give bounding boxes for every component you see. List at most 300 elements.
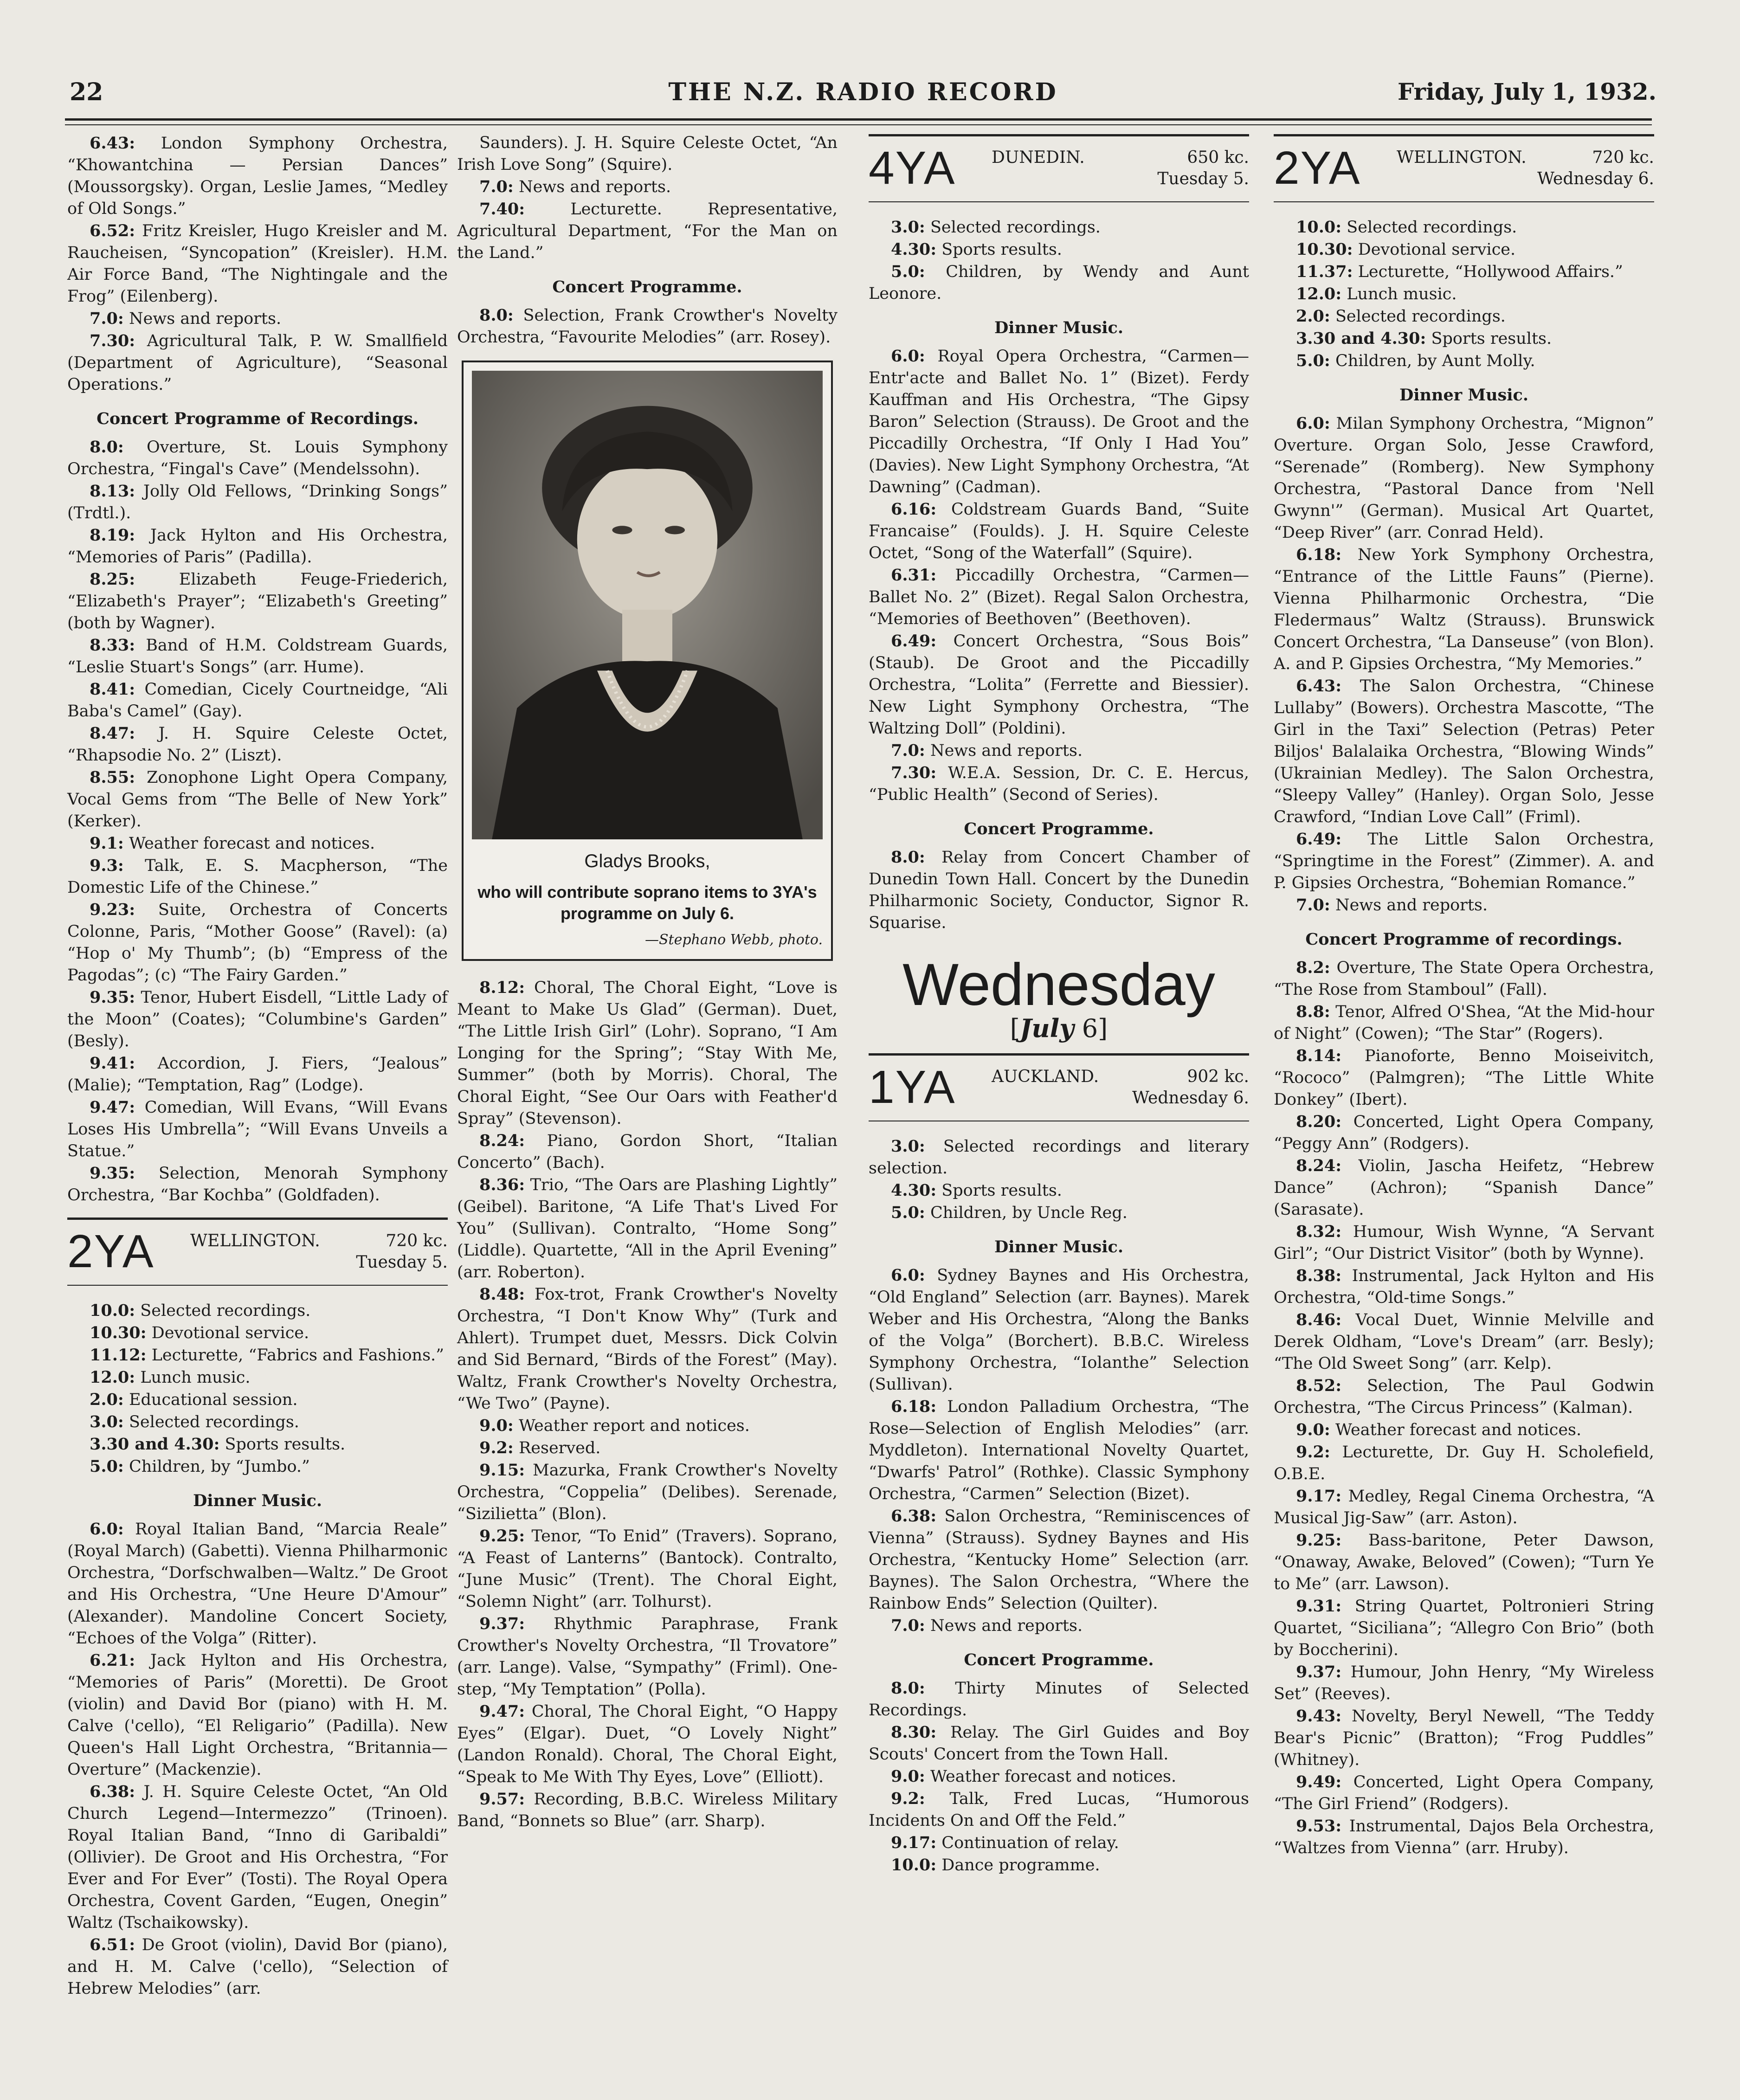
entry-time: 10.30:: [90, 1323, 147, 1342]
station-header-2ya-wednesday: [1274, 134, 1654, 202]
program-entry: [1274, 283, 1654, 305]
entry-time: 8.47:: [90, 724, 135, 743]
entry-text: Concerted, Light Opera Company, “The Girl Friend” (Rodgers).: [1274, 1773, 1654, 1813]
program-entry: [67, 1649, 448, 1781]
entry-time: 4.30:: [891, 1181, 937, 1200]
entry-time: 9.47:: [90, 1098, 135, 1117]
entry-text: Recording, B.B.C. Wireless Military Band, “Bonnets so Blue” (arr. Sharp).: [457, 1790, 838, 1830]
station-day: Wednesday 6.: [1132, 1089, 1249, 1108]
col4-items-b: [1274, 412, 1654, 916]
entry-time: 8.0:: [891, 1679, 925, 1698]
program-entry: [67, 1366, 448, 1389]
program-entry: [67, 1433, 448, 1456]
entry-text: Instrumental, Dajos Bela Orchestra, “Waltzes from Vienna” (arr. Hruby).: [1274, 1817, 1654, 1857]
entry-time: 8.13:: [90, 482, 135, 501]
entry-time: 7.30:: [90, 331, 135, 350]
entry-time: 9.41:: [90, 1054, 135, 1073]
entry-time: 8.24:: [1296, 1156, 1342, 1175]
program-entry: [457, 1174, 838, 1283]
entry-text: Tenor, Hubert Eisdell, “Little Lady of the Moon” (Coates); “Columbine's Garden” (Besly).: [67, 988, 448, 1050]
entry-text: Choral, The Choral Eight, “O Happy Eyes” (Elgar). Duet, “O Lovely Night” (Landon Ronald). Choral, The Choral Eight, “Speak to Me With Thy Eyes, Love” (Elliott).: [457, 1702, 838, 1786]
entry-time: 9.47:: [479, 1702, 525, 1721]
program-entry: [1274, 1771, 1654, 1815]
section-heading: Dinner Music.: [1399, 386, 1529, 405]
entry-time: 9.0:: [479, 1416, 514, 1435]
col2-items-a: [457, 132, 838, 264]
program-entry: [67, 1456, 448, 1478]
col1-items-d: [67, 1518, 448, 2000]
entry-time: 8.0:: [479, 306, 514, 325]
entry-time: 6.31:: [891, 566, 937, 585]
entry-time: 9.57:: [479, 1790, 525, 1809]
entry-text: Royal Italian Band, “Marcia Reale” (Royal March) (Gabetti). Vienna Philharmonic Orchestra, “Dorfschwalben—Waltz.” De Groot and His Orchestra, “Une Heure D'Amour” (Alexander). Mandoline Concert Society, “Echoes of the Volga” (Ritter).: [67, 1520, 448, 1648]
station-code: 1YA: [869, 1061, 956, 1113]
station-city: WELLINGTON.: [190, 1231, 320, 1250]
entry-time: 9.0:: [1296, 1420, 1330, 1439]
entry-time: 6.38:: [891, 1507, 937, 1526]
entry-text: News and reports.: [513, 178, 671, 196]
program-entry: [67, 1096, 448, 1162]
col1-items-a: [67, 132, 448, 396]
program-entry: [67, 436, 448, 480]
station-city: DUNEDIN.: [992, 148, 1085, 167]
section-heading: Dinner Music.: [193, 1491, 322, 1510]
entry-text: London Symphony Orchestra, “Khowantchina — Persian Dances” (Moussorgsky). Organ, Leslie James, “Medley of Old Songs.”: [67, 134, 448, 218]
col4-items-a: [1274, 216, 1654, 372]
program-entry: [869, 216, 1249, 238]
entry-text: Selected recordings.: [925, 218, 1101, 237]
entry-time: 5.0:: [891, 262, 925, 281]
col4-items-c: [1274, 957, 1654, 1859]
program-entry: [869, 846, 1249, 934]
station-code: 4YA: [869, 142, 956, 194]
entry-text: Medley, Regal Cinema Orchestra, “A Musical Jig-Saw” (arr. Aston).: [1274, 1487, 1654, 1527]
entry-text: Children, by Aunt Molly.: [1330, 352, 1535, 370]
entry-text: Mazurka, Frank Crowther's Novelty Orchestra, “Coppelia” (Delibes). Serenade, “Sizilietta” (Blon).: [457, 1461, 838, 1523]
program-entry: [67, 855, 448, 899]
entry-text: J. H. Squire Celeste Octet, “An Old Church Legend—Intermezzo” (Trinoen). Royal Italian Band, “Inno di Garibaldi” (Ollivier). De Groot and His Orchestra, “For Ever and For Ever” (Tosti). The Royal Opera Orchestra, Covent Garden, “Eugen, Onegin” Waltz (Tschaikowsky).: [67, 1783, 448, 1932]
entry-text: Sydney Baynes and His Orchestra, “Old England” Selection (arr. Baynes). Marek Weber and His Orchestra, “Along the Banks of the Volga” (Borchert). B.B.C. Wireless Symphony Orchestra, “Iolanthe” Selection (Sullivan).: [869, 1266, 1249, 1394]
station-header-2ya-tuesday: [67, 1217, 448, 1286]
entry-time: 6.0:: [891, 1266, 925, 1285]
entry-time: 8.0:: [90, 438, 124, 457]
section-heading: Dinner Music.: [994, 318, 1124, 337]
entry-time: 9.53:: [1296, 1817, 1342, 1836]
entry-time: 3.30 and 4.30:: [90, 1435, 220, 1454]
entry-time: 6.0:: [90, 1520, 124, 1539]
entry-text: Reserved.: [513, 1439, 601, 1457]
entry-time: 7.0:: [1296, 895, 1330, 915]
program-entry: [1274, 1441, 1654, 1485]
program-entry: [869, 498, 1249, 564]
entry-text: Selected recordings.: [1341, 218, 1517, 237]
entry-text: Bass-baritone, Peter Dawson, “Onaway, Awake, Beloved” (Cowen); “Turn Ye to Me” (arr. Lawson).: [1274, 1531, 1654, 1593]
entry-time: 9.31:: [1296, 1597, 1342, 1616]
program-entry: [1274, 238, 1654, 261]
col2-items-b: [457, 304, 838, 348]
col1-items-b: [67, 436, 448, 1206]
entry-text: The Little Salon Orchestra, “Springtime in the Forest” (Zimmer). A. and P. Gipsies Orchestra, “Bohemian Romance.”: [1274, 830, 1654, 892]
entry-time: 12.0:: [90, 1368, 135, 1387]
entry-text: Sports results.: [1426, 329, 1552, 348]
entry-text: Pianoforte, Benno Moiseivitch, “Rococo” (Palmgren); “The Little White Donkey” (Ibert).: [1274, 1047, 1654, 1109]
program-entry: [67, 678, 448, 722]
program-entry: [67, 986, 448, 1052]
entry-text: Devotional service.: [146, 1324, 309, 1342]
station-frequency: 902 kc.: [1187, 1067, 1249, 1086]
entry-time: 9.15:: [479, 1461, 525, 1480]
program-entry: [67, 524, 448, 568]
station-city: AUCKLAND.: [992, 1067, 1099, 1086]
entry-time: 9.49:: [1296, 1772, 1342, 1791]
program-entry: [67, 832, 448, 855]
column-1: [67, 132, 448, 2000]
column-3: [869, 132, 1249, 1876]
program-entry: [1274, 261, 1654, 283]
station-frequency: 720 kc.: [386, 1231, 448, 1250]
entry-text: Fritz Kreisler, Hugo Kreisler and M. Raucheisen, “Syncopation” (Kreisler). H.M. Air Force Band, “The Nightingale and the Frog” (Eilenberg).: [67, 222, 448, 306]
entry-text: Talk, E. S. Macpherson, “The Domestic Life of the Chinese.”: [67, 857, 448, 897]
entry-text: Trio, “The Oars are Plashing Lightly” (Geibel). Baritone, “A Life That's Lived For You” (Sullivan). Contralto, “Home Song” (Liddle). Quartette, “All in the April Evening” (arr. Roberton).: [457, 1176, 838, 1282]
entry-text: Children, by Wendy and Aunt Leonore.: [869, 263, 1249, 303]
masthead: [70, 78, 1656, 115]
program-entry: [457, 1613, 838, 1701]
column-4: [1274, 132, 1654, 1859]
entry-time: 2.0:: [90, 1390, 124, 1409]
entry-time: 6.18:: [1296, 545, 1342, 564]
day-number: 6: [1074, 1014, 1098, 1043]
program-entry: [869, 1264, 1249, 1396]
station-header-1ya-wednesday: [869, 1053, 1249, 1121]
program-entry: [1274, 1309, 1654, 1375]
entry-time: 6.18:: [891, 1397, 937, 1416]
program-entry: [869, 1677, 1249, 1721]
program-entry: [869, 1505, 1249, 1615]
entry-time: 8.33:: [90, 636, 135, 655]
station-day: Tuesday 5.: [356, 1253, 448, 1272]
entry-text: Tenor, Alfred O'Shea, “At the Mid-hour of Night” (Cowen); “The Star” (Rogers).: [1274, 1003, 1654, 1043]
entry-text: Dance programme.: [936, 1856, 1100, 1875]
program-entry: [67, 1162, 448, 1206]
entry-time: 8.14:: [1296, 1046, 1342, 1065]
entry-text: Relay from Concert Chamber of Dunedin Town Hall. Concert by the Dunedin Philharmonic Society, Conductor, Signor R. Squarise.: [869, 848, 1249, 932]
entry-text: J. H. Squire Celeste Octet, “Rhapsodie No. 2” (Liszt).: [67, 724, 448, 765]
program-entry: [67, 568, 448, 634]
entry-text: Weather forecast and notices.: [925, 1767, 1177, 1786]
col2-items-c: [457, 977, 838, 1832]
station-day: Wednesday 6.: [1537, 169, 1654, 188]
program-entry: [1274, 1529, 1654, 1595]
program-entry: [869, 762, 1249, 806]
program-entry: [869, 261, 1249, 305]
section-heading: Concert Programme of recordings.: [1305, 930, 1623, 949]
col3-items-d: [869, 1135, 1249, 1224]
program-entry: [67, 1322, 448, 1344]
photo-caption: who will contribute soprano items to 3YA's programme on July 6.: [477, 883, 817, 923]
entry-time: 6.43:: [1296, 676, 1342, 696]
program-entry: [1274, 1221, 1654, 1265]
entry-time: 7.30:: [891, 763, 937, 782]
program-entry: [1274, 828, 1654, 894]
entry-text: News and reports.: [925, 741, 1083, 760]
program-entry: [869, 1832, 1249, 1854]
station-code: 2YA: [67, 1225, 155, 1277]
entry-time: 4.30:: [891, 240, 937, 259]
entry-text: Overture, The State Opera Orchestra, “The Rose from Stamboul” (Fall).: [1274, 959, 1654, 999]
program-entry: [67, 722, 448, 767]
day-month: July: [1019, 1013, 1074, 1043]
entry-time: 9.25:: [1296, 1531, 1342, 1550]
program-entry: [1274, 1001, 1654, 1045]
entry-text: Lecturette, “Fabrics and Fashions.”: [146, 1346, 445, 1365]
program-entry: [457, 1701, 838, 1788]
entry-text: News and reports.: [123, 309, 282, 328]
entry-text: Band of H.M. Coldstream Guards, “Leslie Stuart's Songs” (arr. Hume).: [67, 636, 448, 676]
program-entry: [67, 1389, 448, 1411]
entry-time: 10.0:: [1296, 218, 1342, 237]
program-entry: [457, 1437, 838, 1459]
program-entry: [1274, 544, 1654, 675]
program-entry: [457, 198, 838, 264]
station-frequency: 650 kc.: [1187, 148, 1249, 167]
entry-text: London Palladium Orchestra, “The Rose—Selection of English Melodies” (arr. Myddleton). International Novelty Quartet, “Dwarfs' Patrol” (Rothke). Classic Symphony Orchestra, “Carmen” Selection (Bizet).: [869, 1398, 1249, 1503]
entry-time: 8.12:: [479, 978, 525, 997]
program-entry: [1274, 1155, 1654, 1221]
program-entry: [1274, 1705, 1654, 1771]
program-entry: [457, 1283, 838, 1415]
entry-time: 5.0:: [90, 1457, 124, 1476]
entry-time: 8.46:: [1296, 1310, 1342, 1329]
entry-time: 6.21:: [90, 1651, 135, 1670]
program-entry: [1274, 675, 1654, 828]
col3-items-e: [869, 1264, 1249, 1637]
day-title: Wednesday: [902, 952, 1215, 1018]
entry-time: 5.0:: [891, 1203, 925, 1222]
program-entry: [869, 1396, 1249, 1505]
entry-text: Accordion, J. Fiers, “Jealous” (Malie); “Temptation, Rag” (Lodge).: [67, 1054, 448, 1095]
entry-time: 9.17:: [1296, 1487, 1342, 1506]
entry-time: 3.0:: [90, 1412, 124, 1431]
program-entry: [869, 1788, 1249, 1832]
program-entry: [67, 1300, 448, 1322]
entry-text: Lecturette. Representative, Agricultural Department, “For the Man on the Land.”: [457, 200, 838, 262]
col3-items-c: [869, 846, 1249, 934]
program-entry: [67, 220, 448, 308]
program-entry: [869, 238, 1249, 261]
entry-text: Devotional service.: [1353, 240, 1516, 259]
entry-text: Selection, Menorah Symphony Orchestra, “Bar Kochba” (Goldfaden).: [67, 1164, 448, 1205]
program-entry: [1274, 305, 1654, 328]
program-entry: [1274, 1595, 1654, 1661]
entry-time: 8.19:: [90, 526, 135, 545]
page-number: 22: [70, 78, 103, 106]
entry-text: Suite, Orchestra of Concerts Colonne, Paris, “Mother Goose” (Ravel): (a) “Hop o' My Thumb”; (b) “Empress of the Pagodas”; (c) “The Fairy Garden.”: [67, 901, 448, 985]
entry-text: Sports results.: [936, 240, 1062, 259]
entry-time: 9.17:: [891, 1833, 937, 1852]
entry-text: Rhythmic Paraphrase, Frank Crowther's Novelty Orchestra, “Il Trovatore” (arr. Lange). Valse, “Sympathy” (Friml). One-step, “My Temptation” (Polla).: [457, 1615, 838, 1699]
portrait-photo: [472, 371, 823, 839]
section-heading: Concert Programme of Recordings.: [97, 409, 419, 428]
entry-time: 7.0:: [479, 177, 514, 196]
entry-time: 7.0:: [891, 741, 925, 760]
entry-text: Weather report and notices.: [513, 1417, 750, 1435]
entry-time: 8.2:: [1296, 958, 1330, 977]
entry-time: 10.30:: [1296, 240, 1353, 259]
entry-time: 9.37:: [1296, 1662, 1342, 1681]
entry-text: Instrumental, Jack Hylton and His Orchestra, “Old-time Songs.”: [1274, 1267, 1654, 1307]
day-date: [July 6]: [1010, 1013, 1108, 1043]
col1-items-c: [67, 1300, 448, 1478]
program-entry: [457, 1130, 838, 1174]
entry-text: String Quartet, Poltronieri String Quartet, “Siciliana”; “Allegro Con Brio” (both by Boccherini).: [1274, 1597, 1654, 1659]
entry-text: News and reports.: [925, 1617, 1083, 1635]
entry-text: Lunch music.: [135, 1368, 251, 1387]
program-entry: [1274, 350, 1654, 372]
program-entry: [67, 1344, 448, 1366]
entry-time: 7.0:: [891, 1616, 925, 1635]
program-entry: [869, 1135, 1249, 1179]
entry-text: Concert Orchestra, “Sous Bois” (Staub). De Groot and the Piccadilly Orchestra, “Lolita” (Ferrette and Biessier). New Light Symphony Orchestra, “The Waltzing Doll” (Poldini).: [869, 632, 1249, 738]
program-entry: [869, 1179, 1249, 1202]
entry-text: Talk, Fred Lucas, “Humorous Incidents On and Off the Feld.”: [869, 1790, 1249, 1830]
entry-time: 6.43:: [90, 134, 135, 153]
entry-time: 9.25:: [479, 1527, 525, 1546]
entry-time: 6.0:: [1296, 414, 1330, 433]
entry-text: Royal Opera Orchestra, “Carmen—Entr'acte and Ballet No. 1” (Bizet). Ferdy Kauffman and His Orchestra, “The Gipsy Baron” Selection (Strauss). De Groot and the Piccadilly Orchestra, “If Only I Had You” (Davies). New Light Symphony Orchestra, “At Dawning” (Cadman).: [869, 347, 1249, 496]
program-entry: [457, 1459, 838, 1525]
entry-text: Novelty, Beryl Newell, “The Teddy Bear's Picnic” (Bratton); “Frog Puddles” (Whitney).: [1274, 1707, 1654, 1769]
entry-time: 9.2:: [1296, 1443, 1330, 1462]
entry-time: 8.24:: [479, 1131, 525, 1150]
photo-credit: —Stephano Webb, photo.: [644, 932, 823, 948]
photo-subject-name: Gladys Brooks,: [584, 851, 710, 871]
program-entry: [457, 132, 838, 176]
station-day: Tuesday 5.: [1157, 169, 1249, 188]
program-entry: [1274, 216, 1654, 238]
program-entry: [869, 1202, 1249, 1224]
program-entry: [1274, 1815, 1654, 1859]
entry-time: 8.32:: [1296, 1222, 1342, 1241]
entry-time: 6.0:: [891, 347, 925, 366]
entry-time: 10.0:: [90, 1301, 135, 1320]
program-entry: [457, 1525, 838, 1613]
entry-text: Jack Hylton and His Orchestra, “Memories of Paris” (Padilla).: [67, 526, 448, 567]
photo-box: [462, 361, 833, 961]
issue-date: Friday, July 1, 1932.: [1397, 78, 1656, 105]
program-entry: [1274, 894, 1654, 916]
entry-text: Humour, Wish Wynne, “A Servant Girl”; “Our District Visitor” (both by Wynne).: [1274, 1223, 1654, 1263]
entry-text: W.E.A. Session, Dr. C. E. Hercus, “Public Health” (Second of Series).: [869, 764, 1249, 804]
entry-time: 6.16:: [891, 500, 937, 519]
entry-time: 9.23:: [90, 900, 135, 919]
entry-text: Weather forecast and notices.: [123, 834, 375, 853]
entry-text: Jack Hylton and His Orchestra, “Memories of Paris” (Moretti). De Groot (violin) and David Bor (piano) with H. M. Calve ('cello), “El Religario” (Padilla). New Queen's Hall Light Orchestra, “Britannia—Overture” (Mackenzie).: [67, 1651, 448, 1779]
entry-time: 9.0:: [891, 1767, 925, 1786]
program-entry: [869, 740, 1249, 762]
entry-text: Salon Orchestra, “Reminiscences of Vienna” (Strauss). Sydney Baynes and His Orchestra, “Kentucky Home” Selection (arr. Baynes). The Salon Orchestra, “Where the Rainbow Ends” Selection (Quilter).: [869, 1507, 1249, 1613]
entry-text: Violin, Jascha Heifetz, “Hebrew Dance” (Achron); “Spanish Dance” (Sarasate).: [1274, 1157, 1654, 1219]
entry-time: 6.51:: [90, 1935, 135, 1954]
entry-text: Comedian, Will Evans, “Will Evans Loses His Umbrella”; “Will Evans Unveils a Statue.”: [67, 1098, 448, 1160]
entry-text: Weather forecast and notices.: [1330, 1421, 1582, 1439]
entry-time: 8.30:: [891, 1723, 937, 1742]
entry-text: Comedian, Cicely Courtneidge, “Ali Baba's Camel” (Gay).: [67, 680, 448, 721]
entry-time: 9.37:: [479, 1614, 525, 1633]
entry-time: 9.43:: [1296, 1707, 1342, 1726]
entry-time: 5.0:: [1296, 351, 1330, 370]
program-entry: [67, 634, 448, 678]
entry-time: 8.48:: [479, 1285, 525, 1304]
entry-text: Vocal Duet, Winnie Melville and Derek Oldham, “Love's Dream” (arr. Besly); “The Old Sweet Song” (arr. Kelp).: [1274, 1311, 1654, 1373]
program-entry: [1274, 328, 1654, 350]
entry-text: Selected recordings.: [1330, 307, 1506, 326]
program-entry: [869, 564, 1249, 630]
program-entry: [457, 1415, 838, 1437]
station-frequency: 720 kc.: [1592, 148, 1654, 167]
entry-time: 12.0:: [1296, 284, 1342, 303]
entry-time: 9.2:: [479, 1438, 514, 1457]
entry-time: 8.41:: [90, 680, 135, 699]
col3-items-a: [869, 216, 1249, 305]
entry-text: Coldstream Guards Band, “Suite Francaise” (Foulds). J. H. Squire Celeste Octet, “Song of the Waterfall” (Squire).: [869, 500, 1249, 562]
entry-text: Fox-trot, Frank Crowther's Novelty Orchestra, “I Don't Know Why” (Turk and Ahlert). Trumpet duet, Messrs. Dick Colvin and Sid Bernard, “Birds of the Forest” (May). Waltz, Frank Crowther's Novelty Orchestra, “We Two” (Payne).: [457, 1285, 838, 1413]
entry-time: 9.35:: [90, 1164, 135, 1183]
section-heading: Concert Programme.: [964, 819, 1154, 838]
section-heading: Dinner Music.: [994, 1237, 1124, 1256]
entry-text: Choral, The Choral Eight, “Love is Meant to Make Us Glad” (German). Duet, “The Little Irish Girl” (Lohr). Soprano, “I Am Longing for the Spring”; “Stay With Me, Summer” (both by Morris). Choral, The Choral Eight, “See Our Oars with Feather'd Spray” (Stevenson).: [457, 979, 838, 1128]
entry-time: 7.0:: [90, 309, 124, 328]
entry-time: 8.36:: [479, 1175, 525, 1194]
entry-text: Selection, Frank Crowther's Novelty Orchestra, “Favourite Melodies” (arr. Rosey).: [457, 306, 838, 347]
section-heading: Concert Programme.: [552, 277, 742, 296]
entry-time: 10.0:: [891, 1855, 937, 1875]
col3-items-b: [869, 345, 1249, 806]
entry-text: Selected recordings and literary selection.: [869, 1137, 1249, 1178]
entry-time: 3.30 and 4.30:: [1296, 329, 1426, 348]
station-city: WELLINGTON.: [1397, 148, 1527, 167]
paper-title: THE N.Z. RADIO RECORD: [668, 78, 1058, 106]
entry-time: 6.49:: [1296, 830, 1342, 849]
entry-text: Elizabeth Feuge-Friederich, “Elizabeth's Prayer”; “Elizabeth's Greeting” (both by Wagner).: [67, 570, 448, 632]
entry-time: 2.0:: [1296, 307, 1330, 326]
program-entry: [67, 132, 448, 220]
program-entry: [869, 1615, 1249, 1637]
entry-text: News and reports.: [1330, 896, 1488, 915]
entry-text: Jolly Old Fellows, “Drinking Songs” (Trdtl.).: [67, 482, 448, 522]
entry-time: 3.0:: [891, 218, 925, 237]
entry-text: Humour, John Henry, “My Wireless Set” (Reeves).: [1274, 1663, 1654, 1703]
entry-time: 9.1:: [90, 834, 124, 853]
entry-time: 6.49:: [891, 631, 937, 651]
entry-text: Relay. The Girl Guides and Boy Scouts' Concert from the Town Hall.: [869, 1723, 1249, 1764]
entry-text: Concerted, Light Opera Company, “Peggy Ann” (Rodgers).: [1274, 1113, 1654, 1153]
entry-text: Piano, Gordon Short, “Italian Concerto” (Bach).: [457, 1132, 838, 1172]
entry-text: Lecturette, Dr. Guy H. Scholefield, O.B.E.: [1274, 1443, 1654, 1483]
entry-text: New York Symphony Orchestra, “Entrance of the Little Fauns” (Pierne). Vienna Philharmonic Orchestra, “Die Fledermaus” Waltz (Strauss). Brunswick Concert Orchestra, “La Danseuse” (von Blon). A. and P. Gipsies Orchestra, “My Memories.”: [1274, 546, 1654, 673]
entry-text: Lunch music.: [1341, 285, 1457, 303]
entry-text: De Groot (violin), David Bor (piano), and H. M. Calve ('cello), “Selection of Hebrew Melodies” (arr.: [67, 1936, 448, 1998]
program-entry: [1274, 1045, 1654, 1111]
entry-time: 9.2:: [891, 1789, 925, 1808]
entry-time: 6.52:: [90, 221, 135, 240]
program-entry: [1274, 412, 1654, 544]
entry-time: 7.40:: [479, 200, 525, 219]
program-entry: [67, 1781, 448, 1934]
entry-text: Piccadilly Orchestra, “Carmen—Ballet No. 2” (Bizet). Regal Salon Orchestra, “Memories of Beethoven” (Beethoven).: [869, 566, 1249, 628]
program-entry: [67, 1052, 448, 1096]
section-heading: Concert Programme.: [964, 1650, 1154, 1669]
entry-text: Thirty Minutes of Selected Recordings.: [869, 1679, 1249, 1720]
